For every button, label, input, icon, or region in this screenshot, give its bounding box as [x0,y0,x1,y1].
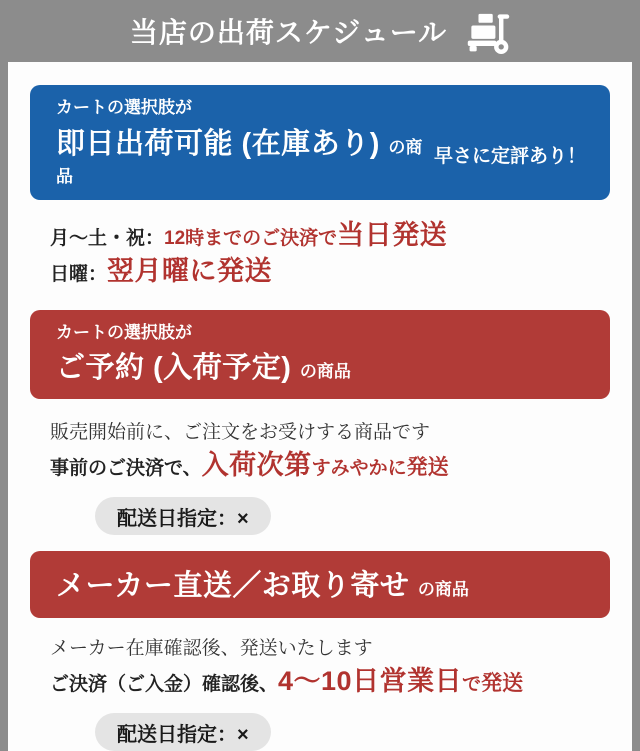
header [0,0,640,62]
weekday-condition: 12時までのご決済で [164,227,338,249]
preorder-description-text: 販売開始前に、ご注文をお受けする商品です [50,422,431,444]
section-instock [8,85,632,291]
page-title: 当店の出荷スケジュール [129,17,448,48]
backorder-banner-titleline [56,563,586,604]
backorder-banner-title: メーカー直送／お取り寄せ [56,570,410,603]
backorder-description [50,633,610,665]
instock-banner-title: 即日出荷可能 (在庫あり) [56,127,380,160]
backorder-description-text: メーカー在庫確認後、発送いたします [50,638,373,660]
backorder-banner-suffix: の商品 [417,580,469,600]
backorder-banner [30,551,610,618]
hand-truck-icon [463,13,510,54]
weekday-label: 月〜土・祝： [50,227,165,249]
preorder-rule [50,450,610,485]
section-preorder [8,310,632,536]
instock-body [50,220,610,291]
instock-banner-text [56,96,434,187]
instock-rule-weekday [50,220,610,255]
same-day-shipping: 当日発送 [337,219,448,250]
instock-banner-subtitle: カートの選択肢が [56,98,192,117]
content [8,62,632,751]
instock-banner-suffix: の商品 [56,137,423,186]
preorder-banner-titleline [56,345,586,386]
backorder-banner-text [56,563,586,604]
preorder-body [50,417,610,535]
ship-text: 発送 [406,456,449,480]
backorder-body [50,633,610,751]
preorder-banner-text [56,321,586,387]
speed-reputation-note: 早さに定評あり！ [433,145,586,167]
sunday-label: 日曜： [50,263,108,285]
preorder-banner-title: ご予約 (入荷予定) [56,352,292,385]
section-backorder [8,551,632,751]
de-particle: で [462,674,482,696]
preorder-description [50,417,610,449]
backorder-delivery-date-badge: 配送日指定：× [95,713,271,751]
preorder-banner [30,310,610,400]
next-monday-shipping: 翌月曜に発送 [107,255,273,286]
preorder-banner-suffix: の商品 [299,362,351,382]
ship-text-2: 発送 [481,672,524,696]
instock-rule-sunday [50,256,610,291]
preorder-delivery-date-badge: 配送日指定：× [95,497,271,535]
payment-confirm-label: ご決済（ご入金）確認後、 [50,674,279,696]
on-arrival-highlight: 入荷次第 [201,450,312,481]
business-days-highlight: 4〜10日営業日 [278,666,463,697]
instock-banner-titleline [56,121,434,187]
instock-banner [30,85,610,200]
backorder-rule [50,666,610,701]
promptly-text: すみやかに [311,458,407,480]
prepayment-label: 事前のご決済で、 [50,458,202,480]
preorder-banner-subtitle: カートの選択肢が [56,322,192,342]
